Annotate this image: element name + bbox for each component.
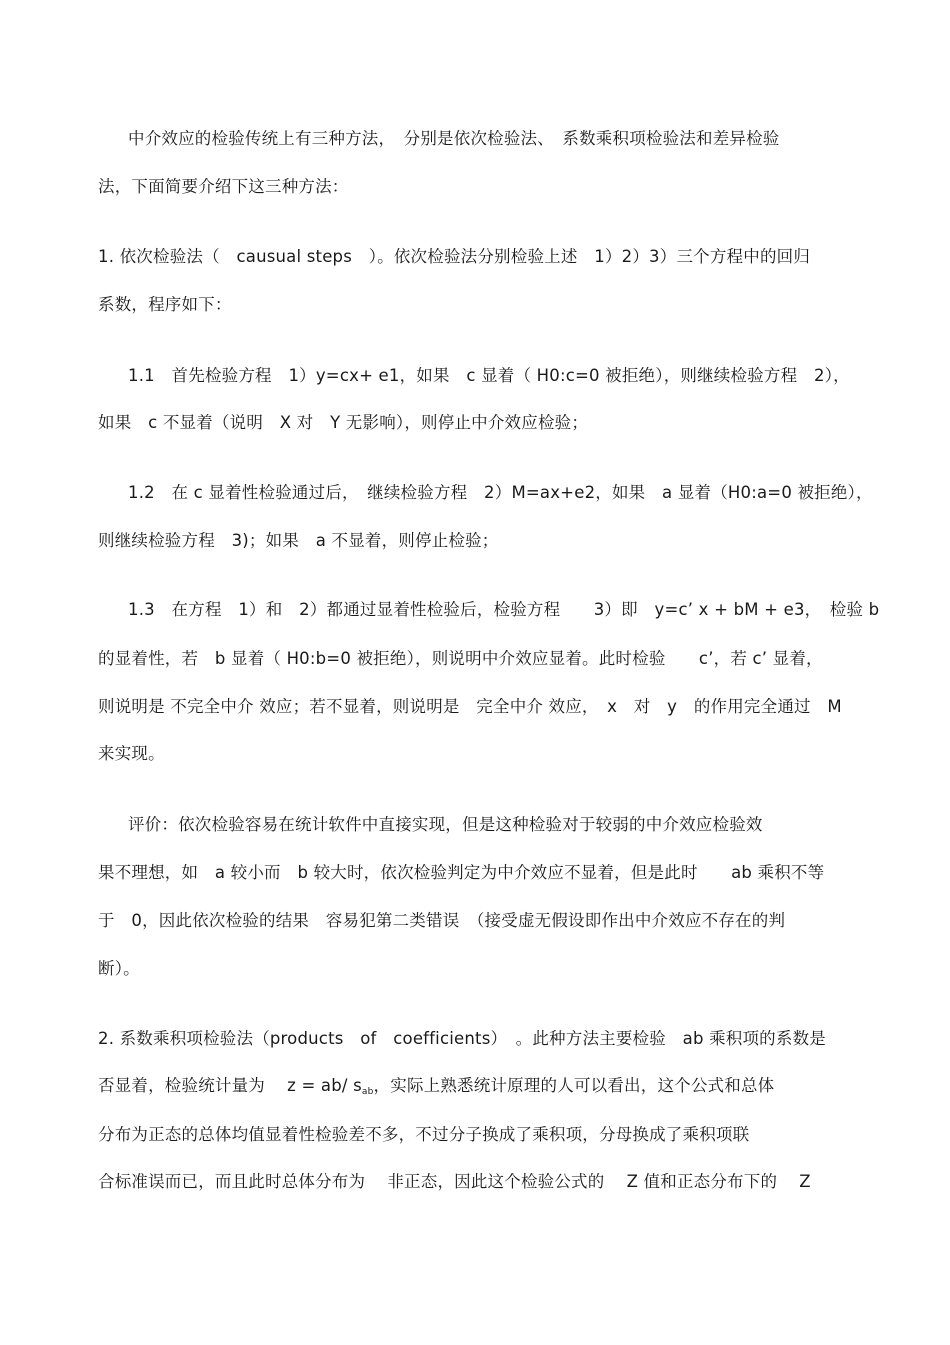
section2-line-2 xyxy=(98,1075,774,1103)
step-1-2-line-2: 则继续检验方程 3)；如果 a 不显着，则停止检验； xyxy=(98,531,499,550)
section2-line-2-part-a: 否显着，检验统计量为 z = ab/ s xyxy=(98,1076,362,1095)
step-1-3-line-1: 1.3 在方程 1）和 2）都通过显着性检验后，检验方程 3）即 y=c’ x + bM + e3， 检验 b xyxy=(128,600,880,619)
step-1-3-line-3: 则说明是 不完全中介 效应；若不显着，则说明是 完全中介 效应， x 对 y 的作用完全通过 M xyxy=(98,697,842,716)
section2-line-4: 合标准误而已，而且此时总体分布为 非正态，因此这个检验公式的 Z 值和正态分布下的 Z xyxy=(98,1172,811,1191)
step-1-2-line-1: 1.2 在 c 显着性检验通过后， 继续检验方程 2）M=ax+e2，如果 a 显着（H0:a=0 被拒绝）， xyxy=(128,483,873,502)
section1-line-2: 系数，程序如下： xyxy=(98,295,232,314)
evaluation-line-2: 果不理想，如 a 较小而 b 较大时，依次检验判定为中介效应不显着，但是此时 ab 乘积不等 xyxy=(98,863,825,882)
intro-line-2: 法，下面简要介绍下这三种方法： xyxy=(98,177,349,196)
step-1-1-line-2: 如果 c 不显着（说明 X 对 Y 无影响），则停止中介效应检验； xyxy=(98,413,589,432)
evaluation-line-1: 评价：依次检验容易在统计软件中直接实现，但是这种检验对于较弱的中介效应检验效 xyxy=(128,815,763,834)
section2-heading: 2. 系数乘积项检验法（products of coefficients） 。此种方法主要检验 ab 乘积项的系数是 xyxy=(98,1029,826,1048)
section1-heading: 1. 依次检验法（ causual steps ）。依次检验法分别检验上述 1）2）3）三个方程中的回归 xyxy=(98,247,811,266)
evaluation-line-4: 断）。 xyxy=(98,959,140,978)
section2-line-2-part-b: ，实际上熟悉统计原理的人可以看出，这个公式和总体 xyxy=(373,1076,775,1095)
step-1-3-line-2: 的显着性，若 b 显着（ H0:b=0 被拒绝），则说明中介效应显着。此时检验 c’，若 c’ 显着， xyxy=(98,649,823,668)
intro-line-1: 中介效应的检验传统上有三种方法， 分别是依次检验法、 系数乘积项检验法和差异检验 xyxy=(128,129,780,148)
step-1-3-line-4: 来实现。 xyxy=(98,744,165,763)
section2-line-3: 分布为正态的总体均值显着性检验差不多，不过分子换成了乘积项，分母换成了乘积项联 xyxy=(98,1125,750,1144)
formula-subscript: ab xyxy=(361,1087,374,1097)
step-1-1-line-1: 1.1 首先检验方程 1）y=cx+ e1，如果 c 显着（ H0:c=0 被拒绝），则继续检验方程 2）， xyxy=(128,366,850,385)
evaluation-line-3: 于 0，因此依次检验的结果 容易犯第二类错误 （接受虚无假设即作出中介效应不存在的判 xyxy=(98,911,786,930)
